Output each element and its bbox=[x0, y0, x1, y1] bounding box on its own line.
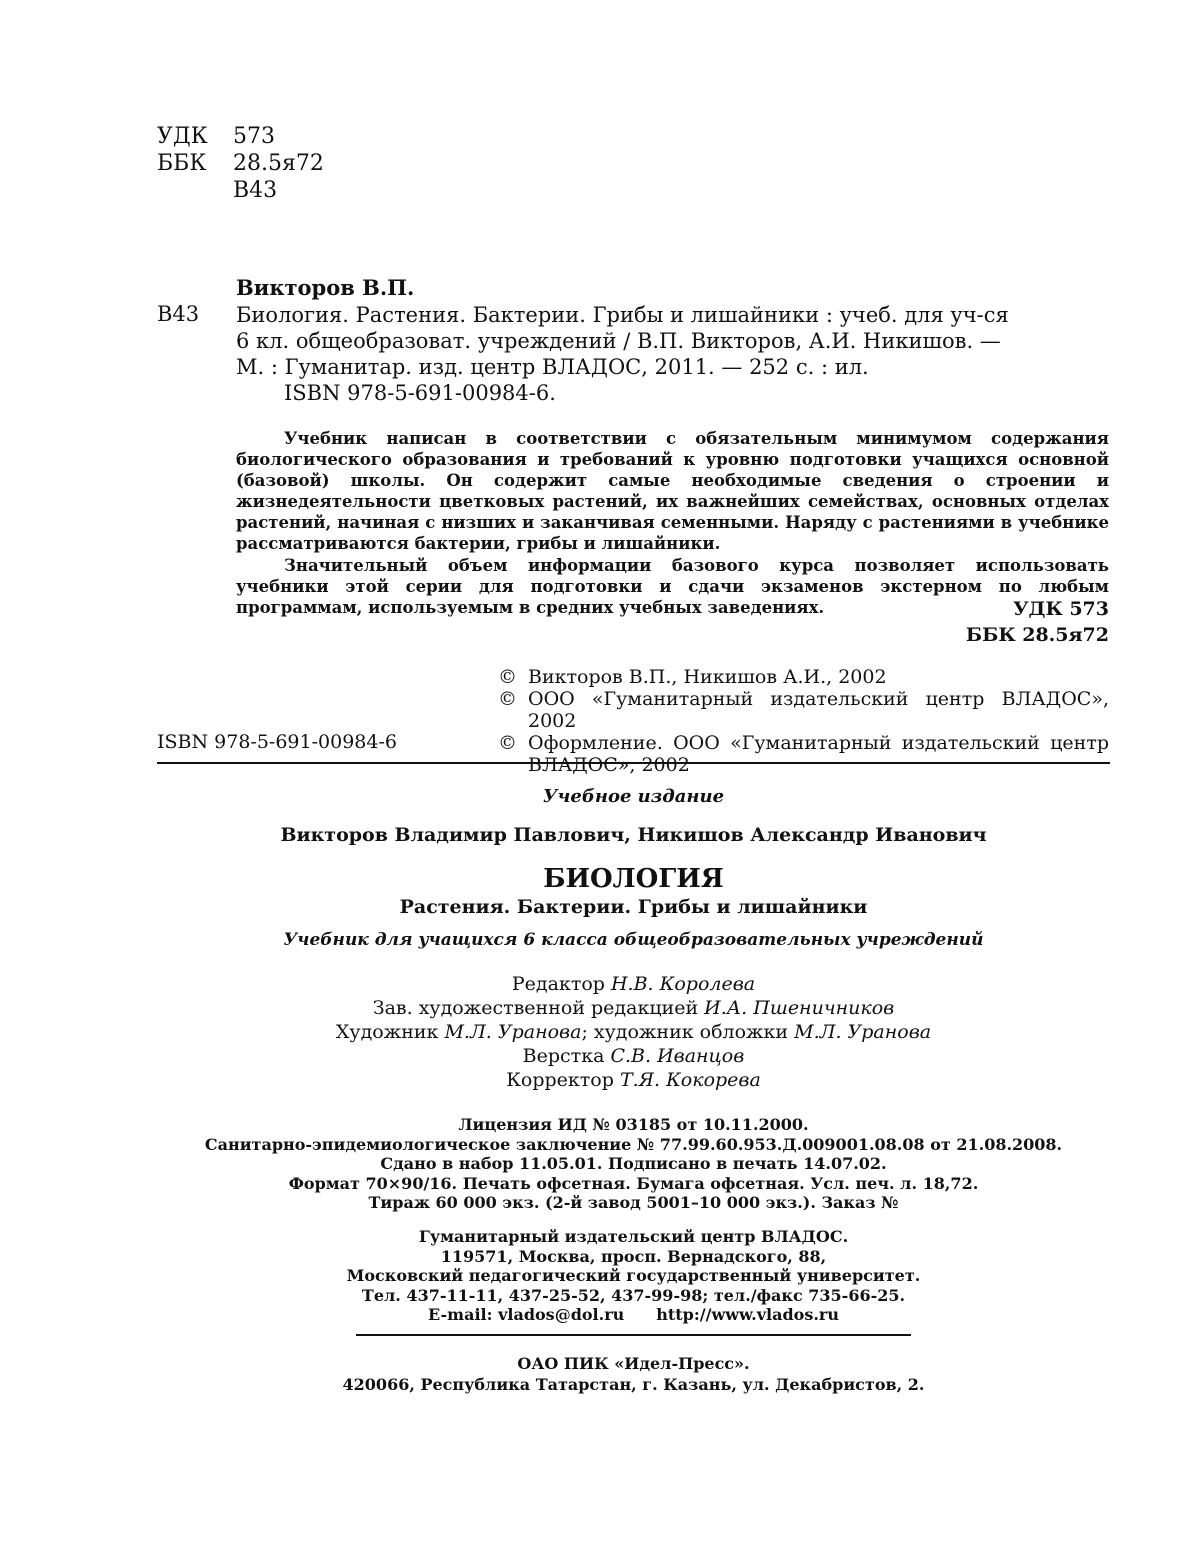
publisher-url: http://www.vlados.ru bbox=[656, 1305, 839, 1324]
publisher-line: Гуманитарный издательский центр ВЛАДОС. bbox=[418, 1227, 849, 1246]
license-line: Формат 70×90/16. Печать офсетная. Бумага офсетная. Усл. печ. л. 18,72. bbox=[288, 1173, 979, 1193]
staff-credits bbox=[157, 972, 1110, 1092]
biblio-author: Викторов В.П. bbox=[236, 275, 415, 300]
copyright-icon: © bbox=[498, 732, 517, 754]
biblio-code: В43 bbox=[157, 302, 200, 326]
publisher-email: E-mail: vlados@dol.ru bbox=[428, 1305, 625, 1324]
udk-value: 573 bbox=[233, 124, 275, 149]
copyright-row bbox=[498, 688, 1109, 732]
annotation-paragraph: Значительный объем информации базового курса позволяет использовать учебники этой серии для подготовки и сдачи экзаменов экстерном по любым программам, используемым в средних учебных заведениях. bbox=[236, 556, 1109, 617]
printer-block bbox=[157, 1353, 1110, 1395]
authors-full: Викторов Владимир Павлович, Никишов Александр Иванович bbox=[280, 824, 987, 846]
staff-art-head: Зав. художественной редакцией И.А. Пшеничников bbox=[372, 997, 895, 1019]
biblio-isbn: ISBN 978-5-691-00984-6. bbox=[284, 381, 556, 405]
license-line: Сдано в набор 11.05.01. Подписано в печать 14.07.02. bbox=[380, 1154, 887, 1173]
staff-proofreader: Корректор Т.Я. Кокорева bbox=[506, 1069, 761, 1091]
udk-row bbox=[157, 123, 324, 150]
publisher-line: 119571, Москва, просп. Вернадского, 88, bbox=[440, 1246, 827, 1266]
divider bbox=[356, 1334, 911, 1336]
copyright-text: ООО «Гуманитарный издательский центр ВЛАДОС», 2002 bbox=[528, 688, 1109, 732]
book-type: Учебник для учащихся 6 класса общеобразовательных учреждений bbox=[283, 930, 984, 950]
staff-artist: Художник М.Л. Уранова; художник обложки М.Л. Уранова bbox=[335, 1021, 932, 1043]
bbk-value: 28.5я72 bbox=[233, 151, 324, 176]
annotation-paragraph: Учебник написан в соответствии с обязательным минимумом содержания биологического образования и требований к уровню подготовки учащихся основной (базовой) школы. Он содержит самые необходимые сведения о строении и жизнедеятельности цветковых растений, их важнейших семействах, основных отделах растений, начиная с низших и заканчивая семенными. Наряду с растениями в учебнике рассматриваются бактерии, грибы и лишайники. bbox=[236, 429, 1109, 553]
printer-line: 420066, Республика Татарстан, г. Казань, ул. Декабристов, 2. bbox=[342, 1375, 925, 1394]
book-title: БИОЛОГИЯ bbox=[543, 864, 724, 894]
copyright-row bbox=[498, 666, 1109, 688]
classification-block bbox=[157, 123, 324, 204]
staff-editor: Редактор Н.В. Королева bbox=[511, 973, 756, 995]
copyright-text: Викторов В.П., Никишов А.И., 2002 bbox=[528, 666, 887, 688]
bbk-label: ББК bbox=[157, 151, 207, 176]
copyright-row bbox=[498, 732, 1109, 776]
divider bbox=[157, 762, 1110, 764]
publisher-contacts bbox=[428, 1305, 839, 1325]
biblio-line: Биология. Растения. Бактерии. Грибы и лишайники : учеб. для уч-ся bbox=[236, 303, 1009, 327]
license-block bbox=[157, 1115, 1110, 1213]
udk-label: УДК bbox=[157, 124, 208, 149]
book-subtitle: Растения. Бактерии. Грибы и лишайники bbox=[399, 896, 868, 918]
author-code: В43 bbox=[233, 178, 278, 203]
author-code-row bbox=[157, 177, 324, 204]
publisher-line: Московский педагогический государственный университет. bbox=[346, 1266, 921, 1285]
copyright-icon: © bbox=[498, 666, 517, 688]
udk-right: УДК 573 bbox=[1013, 598, 1109, 620]
publisher-block bbox=[157, 1227, 1110, 1325]
annotation bbox=[236, 428, 1109, 618]
copyright-icon: © bbox=[498, 688, 517, 710]
copyright-text: Оформление. ООО «Гуманитарный издательский центр ВЛАДОС», 2002 bbox=[528, 732, 1109, 776]
staff-layout: Верстка С.В. Иванцов bbox=[522, 1045, 745, 1067]
license-line: Лицензия ИД № 03185 от 10.11.2000. bbox=[458, 1115, 809, 1134]
isbn-footer: ISBN 978-5-691-00984-6 bbox=[157, 731, 397, 753]
printer-line: ОАО ПИК «Идел-Пресс». bbox=[517, 1354, 750, 1373]
bbk-row bbox=[157, 150, 324, 177]
edition-type: Учебное издание bbox=[542, 786, 725, 807]
bibliographic-description bbox=[236, 302, 1109, 406]
biblio-line: 6 кл. общеобразоват. учреждений / В.П. Викторов, А.И. Никишов. — bbox=[236, 329, 1001, 353]
license-line: Тираж 60 000 экз. (2-й завод 5001–10 000 экз.). Заказ № bbox=[368, 1193, 899, 1212]
classification-right bbox=[966, 596, 1109, 648]
publisher-line: Тел. 437-11-11, 437-25-52, 437-99-98; тел./факс 735-66-25. bbox=[361, 1285, 906, 1305]
bbk-right: ББК 28.5я72 bbox=[965, 624, 1109, 646]
copyright-block bbox=[498, 666, 1109, 776]
biblio-line: М. : Гуманитар. изд. центр ВЛАДОС, 2011. — 252 с. : ил. bbox=[236, 355, 869, 379]
license-line: Санитарно-эпидемиологическое заключение № 77.99.60.953.Д.009001.08.08 от 21.08.2008. bbox=[204, 1134, 1063, 1154]
